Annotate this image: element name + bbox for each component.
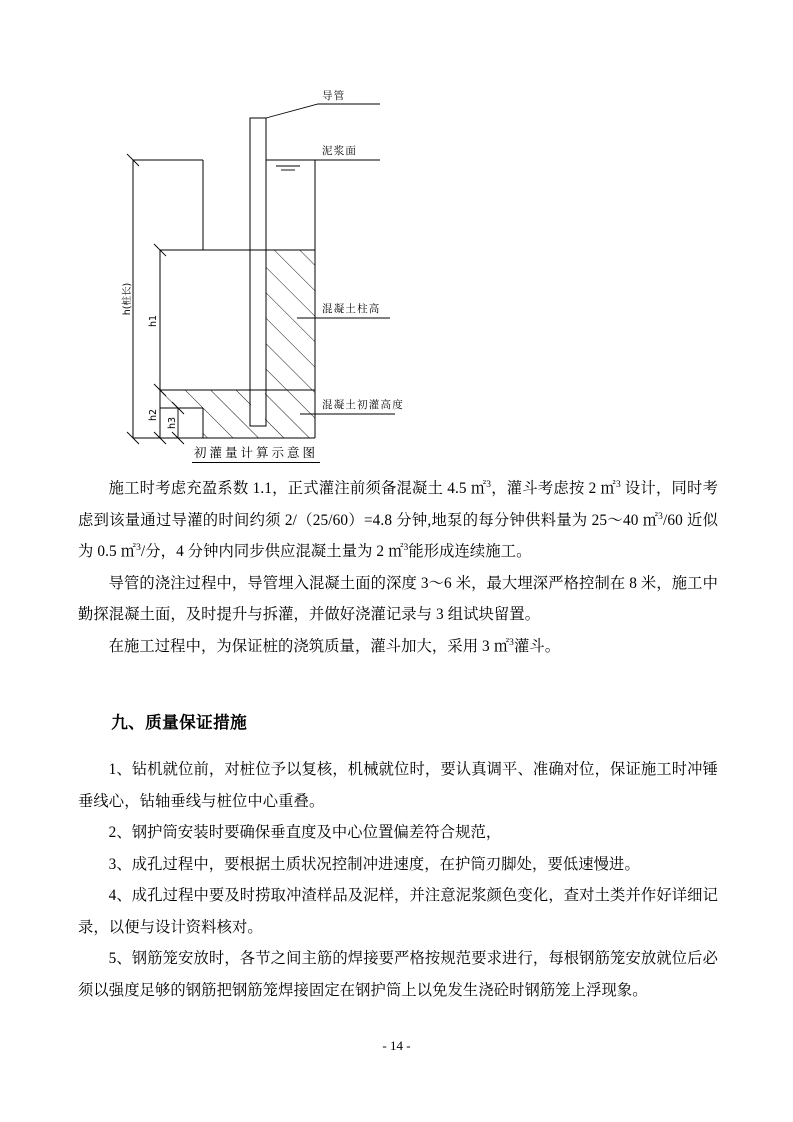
- measure-item-2: 2、钢护筒安装时要确保垂直度及中心位置偏差符合规范，: [108, 824, 502, 841]
- label-pile-length: h(桩长): [122, 282, 133, 316]
- document-body: [78, 473, 718, 1006]
- paragraph-p1: 施工时考虑充盈系数 1.1，正式灌注前须备混凝土 4.5 ㎡$^3$，灌斗考虑按 2 ㎡$^3$ 设计，同时考虑到该量通过导灌的时间约须 2/（25/60）=4.8 分钟,地泵的每分钟供料量为 25～40 ㎡$^3$/60 近似为 0.5 ㎡$^3$/分，4 分钟内同步供应混凝土量为 2 ㎡$^3$能形成连续施工。: [78, 479, 718, 560]
- superscript: 3: [509, 637, 514, 648]
- figure-caption: 初灌量计算示意图: [192, 443, 320, 463]
- label-h2: h2: [148, 408, 159, 422]
- superscript: 3: [136, 542, 141, 553]
- figure-caption-wrap: [0, 443, 793, 463]
- heading-spacer: [78, 662, 718, 708]
- measure-item-1: 1、钻机就位前，对桩位予以复核，机械就位时，要认真调平、准确对位，保证施工时冲锤垂线心，钻轴垂线与桩位中心重叠。: [78, 761, 718, 810]
- superscript: 3: [486, 479, 492, 490]
- concrete-column-hatch: [266, 250, 315, 390]
- page-footer: [0, 1038, 793, 1054]
- measure-item-4: 4、成孔过程中要及时捞取冲渣样品及泥样，并注意泥浆颜色变化，查对土类并作好详细记录，以便与设计资料核对。: [78, 887, 718, 936]
- label-slurry-surface: 泥浆面: [322, 145, 358, 157]
- label-concrete-column-height: 混凝土柱高: [322, 303, 381, 315]
- paragraph-p3: 在施工过程中，为保证桩的浇筑质量，灌斗加大，采用 3 ㎡$^3$灌斗。: [108, 637, 561, 655]
- label-tremie-pipe: 导管: [322, 90, 346, 102]
- label-initial-pour-height: 混凝土初灌高度: [322, 399, 404, 411]
- diagram-svg: [0, 78, 793, 470]
- page-title: 九、质量保证措施: [111, 713, 248, 732]
- paragraph-p2: 导管的浇注过程中，导管埋入混凝土面的深度 3～6 米，最大埋深严格控制在 8 米，施工中勤探混凝土面，及时提升与拆灌，并做好浇灌记录与 3 组试块留置。: [78, 574, 718, 623]
- superscript: 3: [658, 511, 664, 522]
- measure-item-3: 3、成孔过程中，要根据土质状况控制冲进速度，在护筒刃脚处，要低速慢进。: [108, 855, 640, 873]
- superscript: 3: [403, 542, 409, 553]
- pipe-interior-mask: [251, 390, 265, 426]
- label-h1: h1: [148, 314, 159, 328]
- tremie-pipe-shape: [250, 118, 266, 390]
- superscript: 3: [615, 479, 621, 490]
- post-heading-spacer: [78, 738, 718, 754]
- tremie-pipe-leader: [266, 104, 380, 118]
- label-h3: h3: [167, 416, 178, 430]
- measure-item-5: 5、钢筋笼安放时，各节之间主筋的焊接要严格按规范要求进行，每根钢筋笼安放就位后必须以强度足够的钢筋把钢筋笼焊接固定在钢护筒上以免发生浇砼时钢筋笼上浮现象。: [78, 950, 718, 999]
- page-number: - 14 -: [382, 1038, 411, 1053]
- initial-pour-diagram: [0, 78, 793, 470]
